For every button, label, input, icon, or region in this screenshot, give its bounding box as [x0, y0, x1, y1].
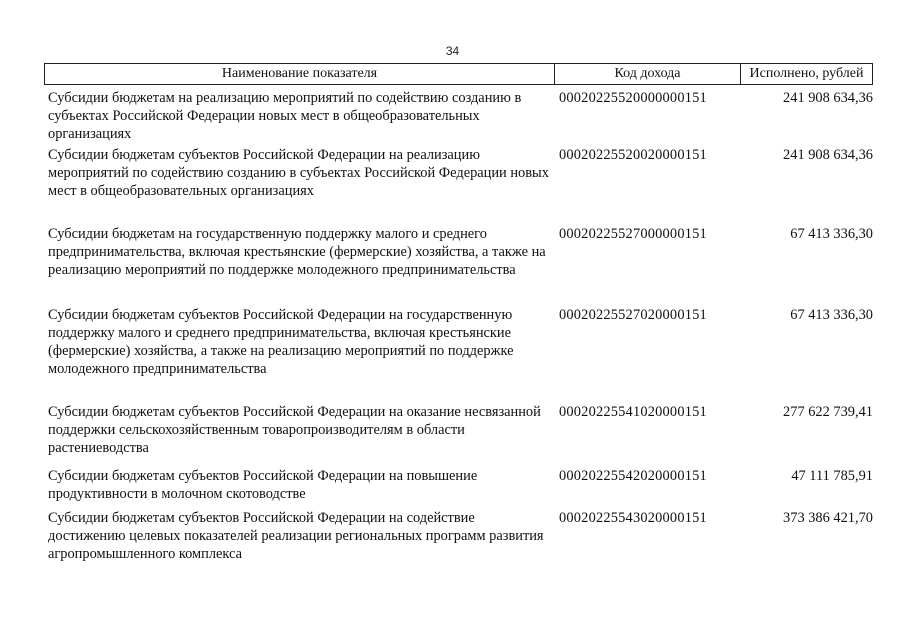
- row-code: 00020225520020000151: [559, 147, 707, 163]
- row-code: 00020225543020000151: [559, 510, 707, 526]
- row-amount: 373 386 421,70: [783, 510, 873, 526]
- row-name: Субсидии бюджетам субъектов Российской Федерации на государственную поддержку малого и среднего предпринимательства, включая крестьянские (фермерские) хозяйства, а также на реализацию мероприятий по поддержке молодежного предпринимательства: [48, 307, 514, 377]
- row-amount: 67 413 336,30: [790, 307, 873, 323]
- row-name: Субсидии бюджетам субъектов Российской Федерации на реализацию мероприятий по содействию созданию в субъектах Российской Федерации новых мест в общеобразовательных организациях: [48, 147, 549, 199]
- row-amount: 47 111 785,91: [791, 468, 873, 484]
- row-amount: 67 413 336,30: [790, 226, 873, 242]
- row-amount: 241 908 634,36: [783, 147, 873, 163]
- row-code: 00020225527000000151: [559, 226, 707, 242]
- row-name: Субсидии бюджетам субъектов Российской Федерации на повышение продуктивности в молочном скотоводстве: [48, 468, 478, 502]
- row-amount: 277 622 739,41: [783, 404, 873, 420]
- header-code: Код дохода: [555, 64, 741, 84]
- table-header: [44, 63, 873, 85]
- row-name: Субсидии бюджетам на государственную поддержку малого и среднего предпринимательства, включая крестьянские (фермерские) хозяйства, а также на реализацию мероприятий по поддержке молодежного предпринимательства: [48, 226, 546, 278]
- row-code: 00020225527020000151: [559, 307, 707, 323]
- row-name: Субсидии бюджетам субъектов Российской Федерации на содействие достижению целевых показателей реализации региональных программ развития агропромышленного комплекса: [48, 510, 544, 562]
- row-code: 00020225542020000151: [559, 468, 707, 484]
- header-amount: Исполнено, рублей: [749, 66, 864, 81]
- page-number: 34: [445, 44, 460, 58]
- row-code: 00020225541020000151: [559, 404, 707, 420]
- row-amount: 241 908 634,36: [783, 90, 873, 106]
- row-name: Субсидии бюджетам на реализацию мероприятий по содействию созданию в субъектах Российской Федерации новых мест в общеобразовательных организациях: [48, 90, 522, 142]
- row-code: 00020225520000000151: [559, 90, 707, 106]
- row-name: Субсидии бюджетам субъектов Российской Федерации на оказание несвязанной поддержки сельскохозяйственным товаропроизводителям в области растениеводства: [48, 404, 541, 456]
- header-name: Наименование показателя: [45, 64, 555, 84]
